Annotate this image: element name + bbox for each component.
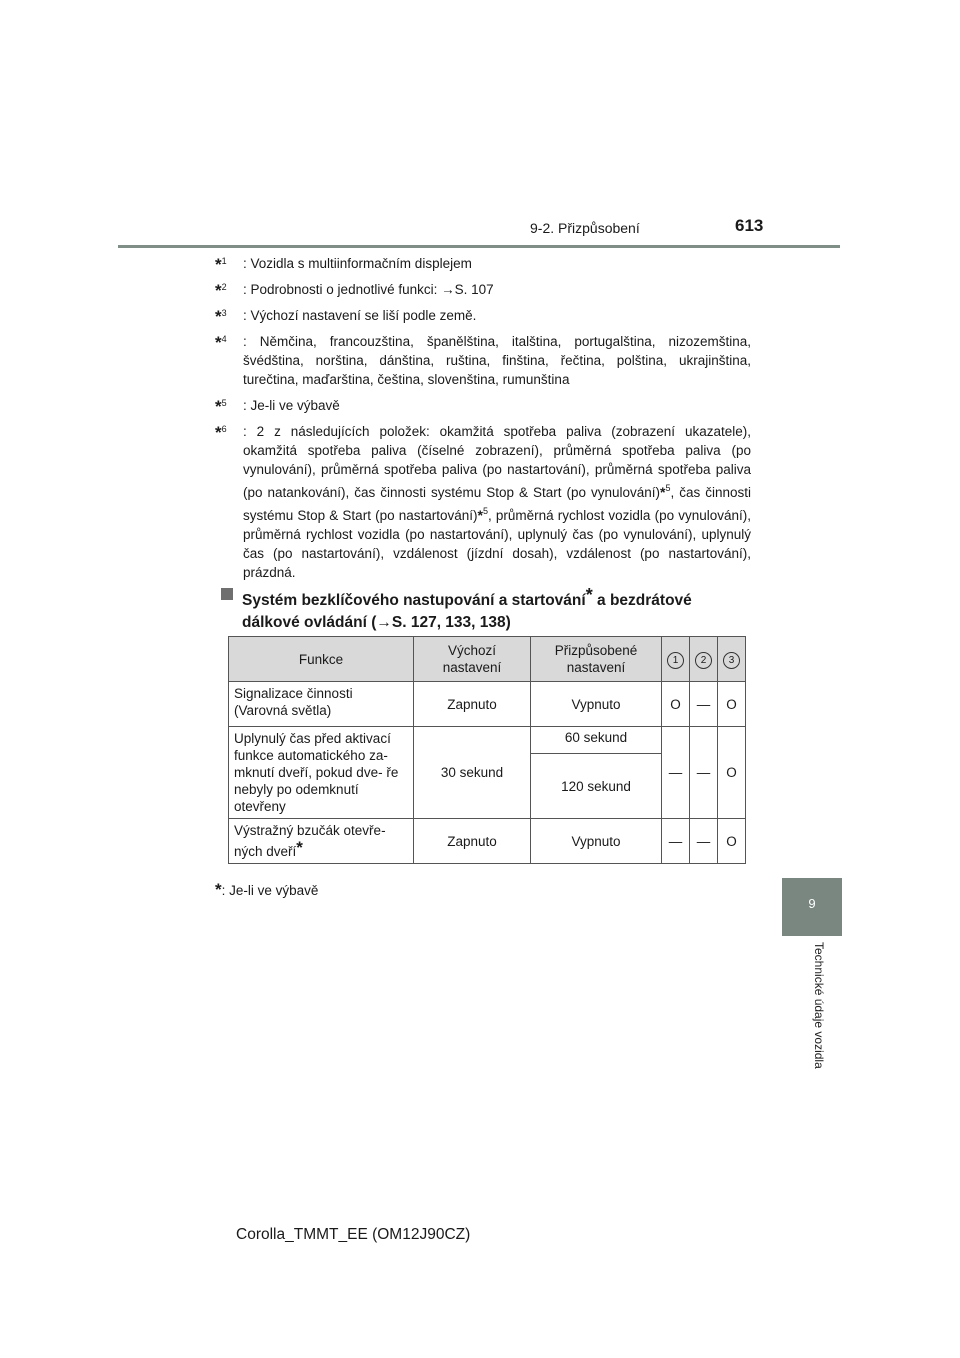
settings-table — [228, 636, 746, 864]
footnote-marker: *$^4$ — [215, 333, 227, 352]
footnote-2 — [215, 280, 751, 299]
cell-c2: — — [690, 727, 718, 819]
footnote-marker: *$^3$ — [215, 307, 227, 326]
circled-1-icon: 1 — [667, 652, 684, 669]
square-bullet-icon — [221, 588, 233, 600]
cell-default: Zapnuto — [414, 682, 531, 727]
footnote-marker: *$^2$ — [215, 281, 227, 300]
header-custom: Přizpůsobené nastavení — [531, 637, 662, 682]
footnote-ref: *$^5$ — [660, 483, 671, 500]
page-number: 613 — [735, 216, 764, 235]
table-header-row — [229, 637, 746, 682]
cell-c3: O — [718, 682, 746, 727]
footnote-3 — [215, 306, 751, 325]
footnote-4 — [215, 332, 751, 389]
cell-default: Zapnuto — [414, 819, 531, 864]
header-rule — [118, 245, 840, 248]
cell-c3: O — [718, 727, 746, 819]
cell-c3: O — [718, 819, 746, 864]
cell-c1: — — [662, 819, 690, 864]
footnote-text: : 2 z následujících položek: okamžitá spotřeba paliva (zobrazení ukazatele), okamžitá spotřeba paliva (číselné zobrazení), průměrná spotřeba paliva (po vynulování), průměrná spotřeba paliva (po nastartování), průměrná spotřeba paliva (po natankování), čas činnosti systému Stop & Start (po vynulování) — [243, 424, 751, 500]
footnote-text: : Vozidla s multiinformačním displejem — [243, 256, 472, 271]
footnotes — [215, 254, 751, 589]
cell-default: 30 sekund — [414, 727, 531, 819]
cell-c1: — — [662, 727, 690, 819]
chapter-number: 9 — [808, 896, 816, 911]
header-col-2 — [690, 637, 718, 682]
circled-3-icon: 3 — [723, 652, 740, 669]
footnote-text: : Výchozí nastavení se liší podle země. — [243, 308, 477, 323]
footnote-text: , čas činnosti systému Stop & Start (po nastartování) — [243, 485, 751, 523]
footnote-text: : Je-li ve výbavě — [243, 398, 340, 413]
table-row — [229, 682, 746, 727]
cell-custom: Vypnuto — [531, 819, 662, 864]
footnote-marker: *$^5$ — [215, 397, 227, 416]
header-function: Funkce — [229, 637, 414, 682]
header-col-1 — [662, 637, 690, 682]
cell-function: Uplynulý čas před aktivací funkce automatického za- mknutí dveří, pokud dve- ře nebyly po odemknutí otevřeny — [229, 727, 414, 819]
footnote-marker: *$^1$ — [215, 255, 227, 274]
header-default: Výchozí nastavení — [414, 637, 531, 682]
cell-c2: — — [690, 682, 718, 727]
cell-custom: 120 sekund — [531, 754, 662, 819]
footnote-text: , průměrná rychlost vozidla (po vynulování), průměrná rychlost vozidla (po nastartování), uplynulý čas (po vynulování), uplynulý čas (po nastartování), vzdálenost (jízdní dosah), vzdálenost (po nastartování), prázdná. — [243, 508, 751, 580]
footnote-text: : Němčina, francouzština, španělština, italština, portugalština, nizozemština, švédština, norština, dánština, ruština, finština, řečtina, polština, ukrajinština, turečtina, maďarština, čeština, slovenština, rumunština — [243, 334, 751, 387]
cell-function: Výstražný bzučák otevře- ných dveří* — [229, 819, 414, 864]
footnote-6 — [215, 422, 751, 582]
section-title: 9-2. Přizpůsobení — [530, 220, 640, 236]
cell-custom: Vypnuto — [531, 682, 662, 727]
cell-c1: O — [662, 682, 690, 727]
footnote-1 — [215, 254, 751, 273]
footnote-marker: *$^6$ — [215, 423, 227, 442]
header-col-3 — [718, 637, 746, 682]
circled-2-icon: 2 — [695, 652, 712, 669]
chapter-tab[interactable] — [782, 878, 842, 936]
chapter-title: Technické údaje vozidla — [812, 942, 826, 1069]
footer-doc-id: Corolla_TMMT_EE (OM12J90CZ) — [236, 1226, 471, 1243]
cell-custom: 60 sekund — [531, 727, 662, 754]
table-row — [229, 727, 746, 754]
footnote-5 — [215, 396, 751, 415]
section-heading: Systém bezklíčového nastupování a startování* a bezdrátové dálkové ovládání (→S. 127, 133, 138) — [221, 584, 751, 634]
footnote-ref: *$^5$ — [477, 506, 488, 523]
cell-function: Signalizace činnosti (Varovná světla) — [229, 682, 414, 727]
table-footnote: *: Je-li ve výbavě — [215, 880, 319, 899]
table-row — [229, 819, 746, 864]
cell-c2: — — [690, 819, 718, 864]
footnote-text: : Podrobnosti o jednotlivé funkci: →S. 107 — [243, 282, 494, 297]
